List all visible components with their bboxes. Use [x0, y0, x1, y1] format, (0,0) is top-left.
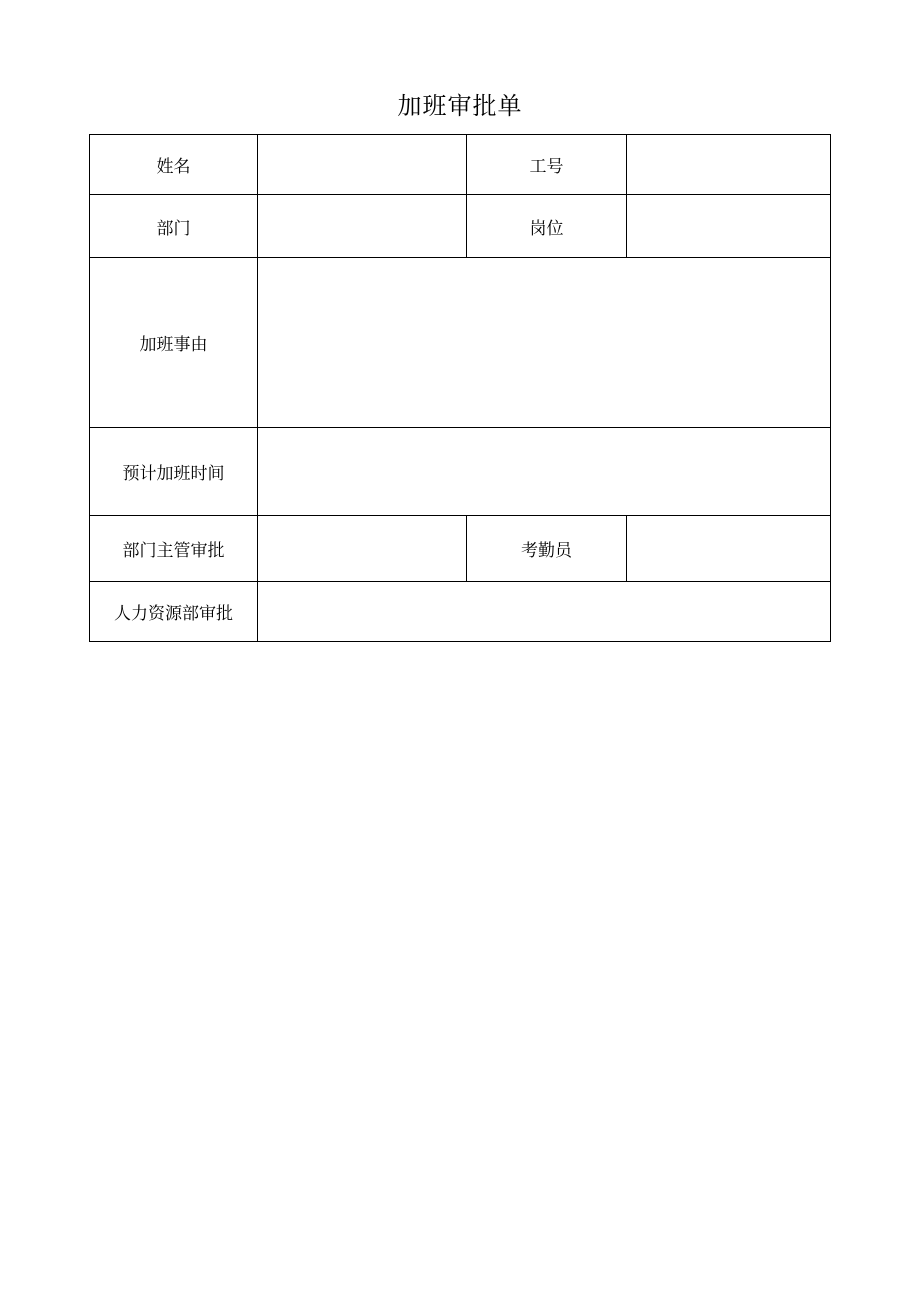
- position-label: 岗位: [467, 195, 627, 258]
- department-field[interactable]: [258, 195, 467, 258]
- planned-time-label: 预计加班时间: [90, 428, 258, 516]
- hr-approval-field[interactable]: [258, 582, 831, 642]
- form-row-planned-time: [90, 428, 831, 516]
- position-field[interactable]: [627, 195, 831, 258]
- document-title: 加班审批单: [397, 92, 523, 120]
- department-label: 部门: [90, 195, 258, 258]
- planned-time-field[interactable]: [258, 428, 831, 516]
- form-row-reason: [90, 258, 831, 428]
- attendance-clerk-field[interactable]: [627, 516, 831, 582]
- reason-label: 加班事由: [90, 258, 258, 428]
- name-field[interactable]: [258, 135, 467, 195]
- name-label: 姓名: [90, 135, 258, 195]
- overtime-approval-form: [89, 134, 831, 642]
- form-row-name: [90, 135, 831, 195]
- form-row-manager-approval: [90, 516, 831, 582]
- attendance-clerk-label: 考勤员: [467, 516, 627, 582]
- reason-field[interactable]: [258, 258, 831, 428]
- employee-id-field[interactable]: [627, 135, 831, 195]
- employee-id-label: 工号: [467, 135, 627, 195]
- form-row-department: [90, 195, 831, 258]
- dept-manager-label: 部门主管审批: [90, 516, 258, 582]
- form-row-hr-approval: [90, 582, 831, 642]
- hr-approval-label: 人力资源部审批: [90, 582, 258, 642]
- dept-manager-field[interactable]: [258, 516, 467, 582]
